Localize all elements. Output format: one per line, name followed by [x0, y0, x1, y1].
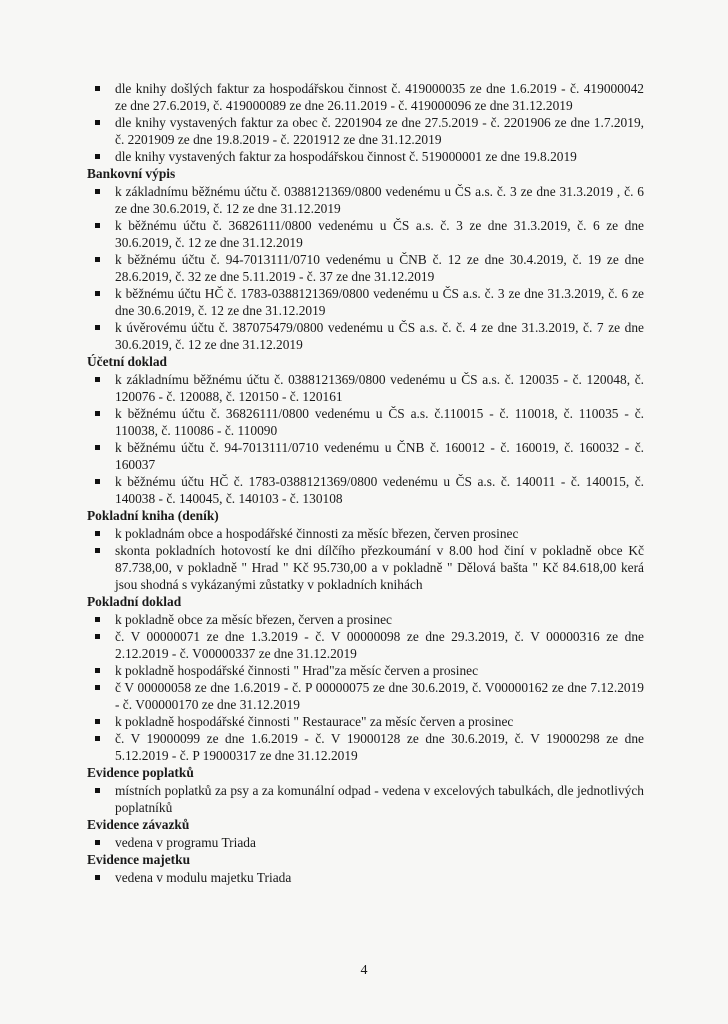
- list-item: vedena v programu Triada: [84, 834, 644, 851]
- list-item: k běžnému účtu č. 94-7013111/0710 vedenému u ČNB č. 160012 - č. 160019, č. 160032 - č. 160037: [84, 439, 644, 473]
- list-item: č. V 19000099 ze dne 1.6.2019 - č. V 19000128 ze dne 30.6.2019, č. V 19000298 ze dne 5.12.2019 - č. P 19000317 ze dne 31.12.2019: [84, 730, 644, 764]
- list-item: vedena v modulu majetku Triada: [84, 869, 644, 886]
- list-item: dle knihy vystavených faktur za obec č. 2201904 ze dne 27.5.2019 - č. 2201906 ze dne 1.7.2019, č. 2201909 ze dne 19.8.2019 - č. 2201912 ze dne 31.12.2019: [84, 114, 644, 148]
- list-item: k běžnému účtu č. 94-7013111/0710 vedenému u ČNB č. 12 ze dne 30.4.2019, č. 19 ze dne 28.6.2019, č. 32 ze dne 5.11.2019 - č. 37 ze dne 31.12.2019: [84, 251, 644, 285]
- list-item: k běžnému účtu č. 36826111/0800 vedenému u ČS a.s. č.110015 - č. 110018, č. 110035 - č. 110038, č. 110086 - č. 110090: [84, 405, 644, 439]
- cash-document-list: [84, 611, 644, 764]
- list-item: k úvěrovému účtu č. 387075479/0800 vedenému u ČS a.s. č. č. 4 ze dne 31.3.2019, č. 7 ze dne 30.6.2019, č. 12 ze dne 31.12.2019: [84, 319, 644, 353]
- assets-list: [84, 869, 644, 886]
- section-heading-bank-statement: Bankovní výpis: [87, 166, 176, 181]
- list-item: k pokladně hospodářské činnosti " Hrad"za měsíc červen a prosinec: [84, 662, 644, 679]
- section-heading-cash-document: Pokladní doklad: [87, 594, 182, 609]
- bank-statement-list: [84, 183, 644, 353]
- section-heading-cash-book: Pokladní kniha (deník): [87, 508, 219, 523]
- liabilities-list: [84, 834, 644, 851]
- list-item: místních poplatků za psy a za komunální odpad - vedena v excelových tabulkách, dle jednotlivých poplatníků: [84, 782, 644, 816]
- list-item: skonta pokladních hotovostí ke dni dílčího přezkoumání v 8.00 hod činí v pokladně obce Kč 87.738,00, v pokladně " Hrad " Kč 95.730,00 a v pokladně " Dělová bašta " Kč 84.618,00 kerá jsou shodná s vykázanými zůstatky v pokladních knihách: [84, 542, 644, 593]
- list-item: dle knihy došlých faktur za hospodářskou činnost č. 419000035 ze dne 1.6.2019 - č. 419000042 ze dne 27.6.2019, č. 419000089 ze dne 26.11.2019 - č. 419000096 ze dne 31.12.2019: [84, 80, 644, 114]
- section-heading-liabilities: Evidence závazků: [87, 817, 190, 832]
- list-item: č V 00000058 ze dne 1.6.2019 - č. P 00000075 ze dne 30.6.2019, č. V00000162 ze dne 7.12.2019 - č. V00000170 ze dne 31.12.2019: [84, 679, 644, 713]
- accounting-document-list: [84, 371, 644, 507]
- list-item: k základnímu běžnému účtu č. 0388121369/0800 vedenému u ČS a.s. č. 3 ze dne 31.3.2019 , č. 6 ze dne 30.6.2019, č. 12 ze dne 31.12.2019: [84, 183, 644, 217]
- section-heading-assets: Evidence majetku: [87, 852, 191, 867]
- section-heading-accounting-document: Účetní doklad: [87, 354, 167, 369]
- list-item: k běžnému účtu HČ č. 1783-0388121369/0800 vedenému u ČS a.s. č. 140011 - č. 140015, č. 140038 - č. 140045, č. 140103 - č. 130108: [84, 473, 644, 507]
- list-item: k běžnému účtu č. 36826111/0800 vedenému u ČS a.s. č. 3 ze dne 31.3.2019, č. 6 ze dne 30.6.2019, č. 12 ze dne 31.12.2019: [84, 217, 644, 251]
- section-heading-fees: Evidence poplatků: [87, 765, 194, 780]
- list-item: k pokladnám obce a hospodářské činnosti za měsíc březen, červen prosinec: [84, 525, 644, 542]
- list-item: č. V 00000071 ze dne 1.3.2019 - č. V 00000098 ze dne 29.3.2019, č. V 00000316 ze dne 2.12.2019 - č. V00000337 ze dne 31.12.2019: [84, 628, 644, 662]
- page-number: 4: [360, 963, 368, 978]
- intro-list: [84, 80, 644, 165]
- list-item: k běžnému účtu HČ č. 1783-0388121369/0800 vedenému u ČS a.s. č. 3 ze dne 31.3.2019, č. 6 ze dne 30.6.2019, č. 12 ze dne 31.12.2019: [84, 285, 644, 319]
- document-body: [84, 80, 644, 886]
- list-item: k pokladně obce za měsíc březen, červen a prosinec: [84, 611, 644, 628]
- list-item: k pokladně hospodářské činnosti " Restaurace" za měsíc červen a prosinec: [84, 713, 644, 730]
- list-item: k základnímu běžnému účtu č. 0388121369/0800 vedenému u ČS a.s. č. 120035 - č. 120048, č. 120076 - č. 120088, č. 120150 - č. 120161: [84, 371, 644, 405]
- list-item: dle knihy vystavených faktur za hospodářskou činnost č. 519000001 ze dne 19.8.2019: [84, 148, 644, 165]
- cash-book-list: [84, 525, 644, 593]
- fees-list: [84, 782, 644, 816]
